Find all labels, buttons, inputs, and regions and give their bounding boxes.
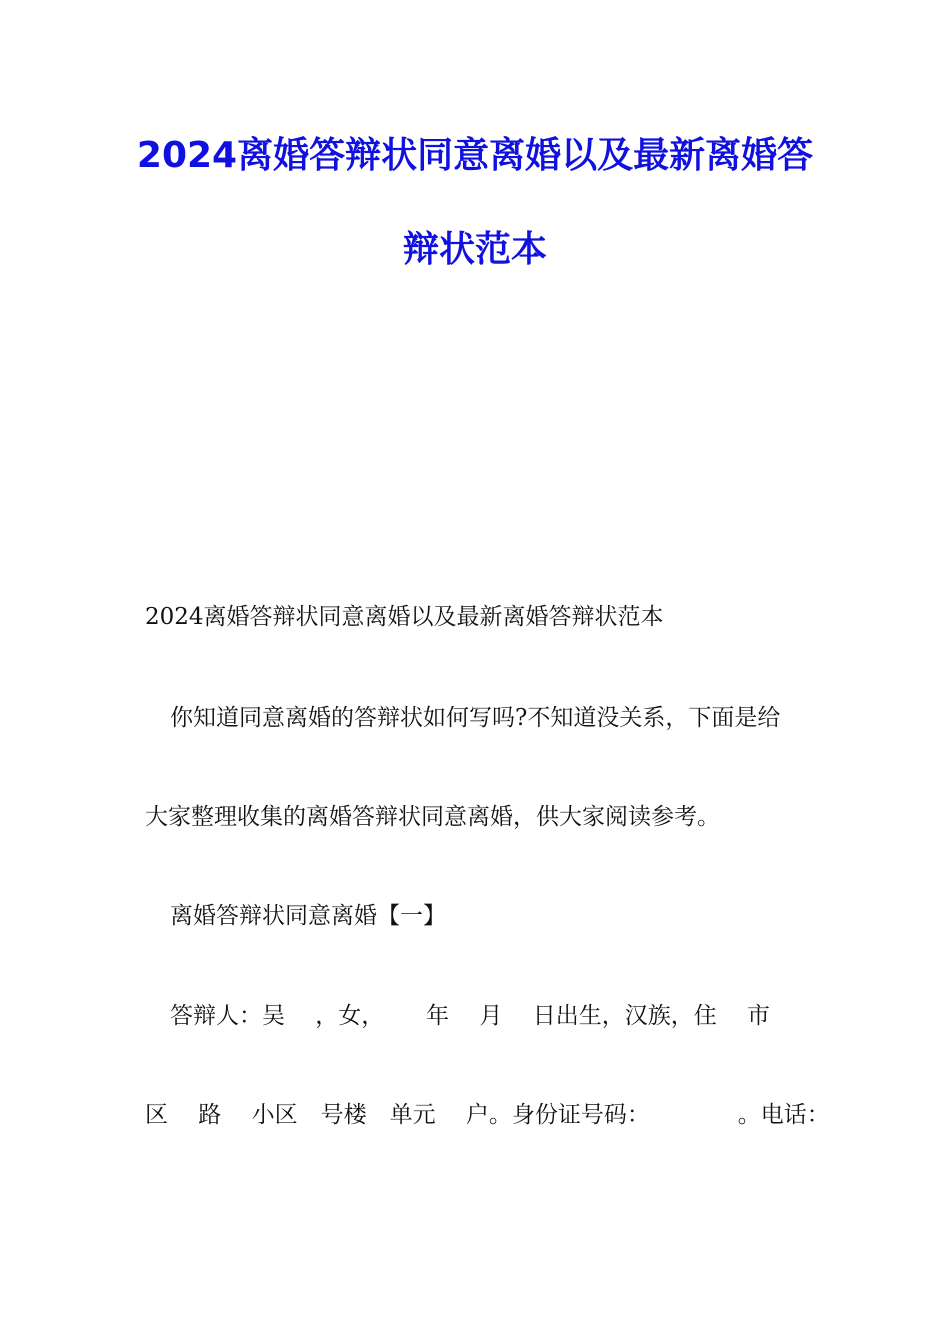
body-line-respondent-2: 区 路 小区 号楼 单元 户。身份证号码： 。电话： <box>145 1102 830 1128</box>
body-line-intro-2: 大家整理收集的离婚答辩状同意离婚，供大家阅读参考。 <box>145 804 720 830</box>
document-title-line-1: 2024离婚答辩状同意离婚以及最新离婚答 <box>136 135 814 176</box>
body-line-respondent-1: 答辩人：吴 ，女， 年 月 日出生，汉族，住 市 <box>170 1003 771 1029</box>
document-title-line-2: 辩状范本 <box>402 229 547 270</box>
body-line-heading: 2024离婚答辩状同意离婚以及最新离婚答辩状范本 <box>145 604 664 630</box>
body-line-section-heading: 离婚答辩状同意离婚【一】 <box>170 903 446 929</box>
body-line-intro-1: 你知道同意离婚的答辩状如何写吗?不知道没关系，下面是给 <box>170 705 781 731</box>
